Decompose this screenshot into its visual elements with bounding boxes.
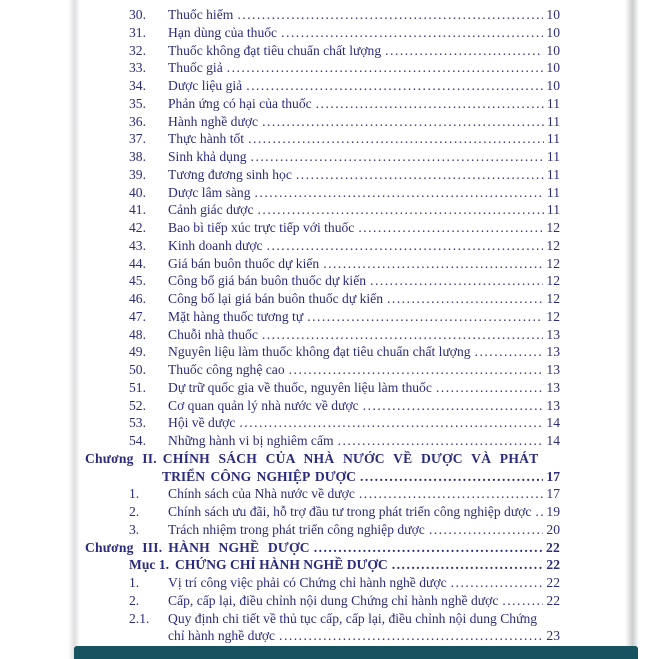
toc-row xyxy=(85,166,560,184)
dot-leader xyxy=(239,414,543,432)
toc-row xyxy=(85,113,560,131)
toc-entry-number: 46. xyxy=(129,291,146,306)
toc-row xyxy=(85,148,560,166)
toc-entry-number: 3. xyxy=(129,521,140,537)
toc-entry-number: 50. xyxy=(129,362,146,377)
toc-entry-title: Hạn dùng của thuốc xyxy=(168,24,278,40)
toc-entry-number: 53. xyxy=(129,415,146,431)
toc-row xyxy=(85,201,560,219)
toc-entry-title: Bao bì tiếp xúc trực tiếp với thuốc xyxy=(168,220,355,235)
dot-leader xyxy=(451,574,544,592)
dot-leader xyxy=(251,148,544,166)
toc-page-number: 12 xyxy=(546,273,560,289)
toc-row xyxy=(85,610,560,628)
toc-entry-title: Kinh doanh dược xyxy=(168,237,263,253)
toc-entry-title: Chính sách ưu đãi, hỗ trợ đầu tư trong phát triển công nghiệp dược xyxy=(168,504,532,519)
toc-row xyxy=(85,95,560,113)
dot-leader xyxy=(338,432,544,450)
dot-leader xyxy=(502,592,543,610)
dot-leader xyxy=(307,308,543,326)
toc-page-number: 13 xyxy=(546,326,560,342)
toc-row xyxy=(85,485,560,503)
toc-entry-title: Thuốc công nghệ cao xyxy=(168,362,285,377)
toc-page-number: 13 xyxy=(546,397,560,413)
toc-entry-number: 44. xyxy=(129,255,146,271)
toc-entry-number: Chương II. xyxy=(85,450,157,466)
toc-entry-title: Thuốc không đạt tiêu chuẩn chất lượng xyxy=(168,42,382,58)
toc-entry-number: 45. xyxy=(129,273,146,289)
toc-entry-title: Công bố lại giá bán buôn thuốc dự kiến xyxy=(168,291,384,306)
toc-row xyxy=(85,432,560,450)
toc-page-number: 13 xyxy=(546,379,560,395)
dot-leader xyxy=(359,485,544,503)
toc-page-number: 11 xyxy=(546,95,560,111)
toc-row xyxy=(85,574,560,592)
dot-leader xyxy=(227,59,544,77)
toc-row xyxy=(85,361,560,379)
dot-leader xyxy=(255,184,544,202)
toc-entry-number: Chương III. xyxy=(85,539,163,555)
toc-row xyxy=(85,308,560,326)
toc-page-number: 11 xyxy=(546,113,560,129)
toc-entry-number: 40. xyxy=(129,184,146,200)
toc-entry-title: Công bố giá bán buôn thuốc dự kiến xyxy=(168,273,367,289)
toc-page-number: 22 xyxy=(546,557,560,573)
toc-page-number: 19 xyxy=(546,504,561,519)
toc-entry-number: 2.1. xyxy=(129,610,150,626)
dot-leader xyxy=(385,42,543,60)
toc-row xyxy=(85,59,560,77)
toc-entry-title: Mặt hàng thuốc tương tự xyxy=(168,308,304,324)
toc-row xyxy=(85,255,560,273)
toc-row xyxy=(85,468,560,486)
page-edge-left xyxy=(68,0,80,659)
toc-page-number: 17 xyxy=(546,468,560,484)
toc-row xyxy=(85,521,560,539)
toc-entry-number: 2. xyxy=(129,504,140,519)
toc-entry-title: Cảnh giác dược xyxy=(168,202,254,218)
toc-page-number: 14 xyxy=(546,433,560,448)
dot-leader xyxy=(246,77,543,95)
dot-leader xyxy=(323,255,543,273)
toc-row xyxy=(85,290,560,308)
toc-row xyxy=(85,627,560,645)
toc-page-number: 22 xyxy=(546,592,560,608)
toc-entry-number: 30. xyxy=(129,7,146,22)
toc-page-number: 22 xyxy=(546,575,560,590)
dot-leader xyxy=(370,272,543,290)
toc-entry-number: 41. xyxy=(129,202,146,218)
toc-row xyxy=(85,503,560,521)
toc-page-number: 20 xyxy=(546,521,560,537)
toc-entry-number: Mục 1. xyxy=(129,557,170,573)
toc-page-number: 12 xyxy=(546,255,560,271)
toc-row xyxy=(85,592,560,610)
toc-entry-number: 1. xyxy=(129,486,140,502)
toc-row xyxy=(85,184,560,202)
toc-entry-title: Tương đương sinh học xyxy=(168,166,292,182)
toc-entry-number: 52. xyxy=(129,397,146,413)
toc-page-number: 14 xyxy=(546,415,560,431)
toc-entry-title: Dự trữ quốc gia về thuốc, nguyên liệu làm thuốc xyxy=(168,379,432,395)
toc-entry-number: 2. xyxy=(129,592,140,608)
toc-entry-title: chỉ hành nghề dược xyxy=(168,628,276,644)
toc-entry-title: TRIỂN CÔNG NGHIỆP DƯỢC xyxy=(162,468,356,484)
toc-entry-number: 51. xyxy=(129,379,146,395)
toc-entry-title: Hành nghề dược xyxy=(168,113,259,129)
toc-page-number: 22 xyxy=(546,539,560,555)
toc-page-number: 10 xyxy=(546,24,560,40)
toc-row xyxy=(85,397,560,415)
dot-leader xyxy=(363,397,544,415)
toc-row xyxy=(85,24,560,42)
toc-page-number: 23 xyxy=(546,628,560,644)
toc-entry-title: HÀNH NGHỀ DƯỢC xyxy=(168,539,310,555)
toc-row xyxy=(85,326,560,344)
toc-entry-number: 43. xyxy=(129,237,146,253)
toc-page-number: 12 xyxy=(546,237,560,253)
toc-entry-number: 39. xyxy=(129,166,146,182)
toc-entry-title: Giá bán buôn thuốc dự kiến xyxy=(168,255,320,271)
toc-entry-title: Dược lâm sàng xyxy=(168,184,251,200)
toc-entry-number: 36. xyxy=(129,113,146,129)
toc-row xyxy=(85,272,560,290)
dot-leader xyxy=(358,219,543,237)
toc-entry-title: Thuốc giả xyxy=(168,60,223,76)
dot-leader xyxy=(289,361,544,379)
toc-entry-number: 37. xyxy=(129,131,146,147)
toc-page-number: 11 xyxy=(546,131,560,147)
toc-row xyxy=(85,379,560,397)
toc-row xyxy=(85,237,560,255)
dot-leader xyxy=(429,521,544,539)
page-edge-right xyxy=(625,0,639,659)
toc-entry-title: Thực hành tốt xyxy=(168,131,245,147)
toc-entry-title: Hội về dược xyxy=(168,415,236,431)
toc-entry-title: Chính sách của Nhà nước về dược xyxy=(168,486,355,502)
toc-page-number: 12 xyxy=(546,308,560,324)
toc-page-number: 10 xyxy=(546,7,560,22)
toc-page-number: 10 xyxy=(546,42,560,58)
dot-leader xyxy=(436,379,544,397)
toc-entry-number: 32. xyxy=(129,42,146,58)
toc-page-number: 11 xyxy=(546,166,560,182)
dot-leader xyxy=(279,627,543,645)
dot-leader xyxy=(267,237,544,255)
toc-row xyxy=(85,343,560,361)
toc-row xyxy=(85,450,560,468)
toc-entry-title: Những hành vi bị nghiêm cấm xyxy=(168,433,334,448)
toc-row xyxy=(85,77,560,95)
toc-entry-title: Thuốc hiếm xyxy=(168,7,234,22)
toc-entry-number: 42. xyxy=(129,220,146,235)
toc-entry-title: Sinh khả dụng xyxy=(168,149,247,164)
toc-page-number: 12 xyxy=(546,220,560,235)
toc-page-number: 11 xyxy=(546,184,560,200)
toc-entry-number: 49. xyxy=(129,344,146,360)
dot-leader xyxy=(262,113,544,131)
dot-leader xyxy=(475,343,544,361)
toc-page-number: 17 xyxy=(546,486,560,502)
toc-entry-title: CHỨNG CHỈ HÀNH NGHỀ DƯỢC xyxy=(175,557,388,573)
toc-entry-number: 34. xyxy=(129,78,146,93)
toc-entry-number: 33. xyxy=(129,60,146,76)
toc-entry-title: Cấp, cấp lại, điều chỉnh nội dung Chứng chỉ hành nghề dược xyxy=(168,592,499,608)
dot-leader xyxy=(387,290,543,308)
dot-leader xyxy=(316,95,544,113)
toc-row xyxy=(85,556,560,574)
toc-entry-number: 35. xyxy=(129,95,146,111)
bottom-cover-bar xyxy=(74,646,638,659)
toc-page-number: 11 xyxy=(546,202,560,218)
dot-leader xyxy=(248,130,544,148)
toc-entry-title: Cơ quan quản lý nhà nước về dược xyxy=(168,397,359,413)
toc-page-number: 13 xyxy=(546,344,560,360)
dot-leader xyxy=(392,556,544,574)
toc-entry-title: Dược liệu giả xyxy=(168,78,243,93)
toc-entry-number: 54. xyxy=(129,433,146,448)
toc-entry-title: Chuỗi nhà thuốc xyxy=(168,326,258,342)
toc-row xyxy=(85,539,560,557)
dot-leader xyxy=(258,201,544,219)
toc-row xyxy=(85,219,560,237)
toc-page-number: 11 xyxy=(546,149,560,164)
toc-entry-title: Trách nhiệm trong phát triển công nghiệp dược xyxy=(168,521,425,537)
toc-row xyxy=(85,130,560,148)
toc-entry-title: Quy định chi tiết về thủ tục cấp, cấp lại, điều chỉnh nội dung Chứng xyxy=(168,610,538,626)
toc-entry-title: CHÍNH SÁCH CỦA NHÀ NƯỚC VỀ DƯỢC VÀ PHÁT xyxy=(162,450,539,466)
dot-leader xyxy=(237,6,543,24)
toc-entry-title: Vị trí công việc phải có Chứng chỉ hành nghề dược xyxy=(168,575,447,590)
dot-leader xyxy=(262,326,544,344)
toc-entry-number: 31. xyxy=(129,24,146,40)
toc-entry-title: Nguyên liệu làm thuốc không đạt tiêu chuẩn chất lượng xyxy=(168,344,471,360)
dot-leader xyxy=(281,24,543,42)
dot-leader xyxy=(314,539,543,557)
toc-row xyxy=(85,42,560,60)
dot-leader xyxy=(535,503,543,521)
toc-entry-number: 38. xyxy=(129,149,146,164)
toc-entry-number: 47. xyxy=(129,308,146,324)
toc-row xyxy=(85,6,560,24)
toc-page-number: 10 xyxy=(546,78,560,93)
toc-page-number: 13 xyxy=(546,362,560,377)
dot-leader xyxy=(296,166,544,184)
toc-entry-title: Phản ứng có hại của thuốc xyxy=(168,95,312,111)
table-of-contents xyxy=(85,6,560,645)
dot-leader xyxy=(360,468,543,486)
toc-row xyxy=(85,414,560,432)
toc-page-number: 10 xyxy=(546,60,560,76)
toc-entry-number: 1. xyxy=(129,575,140,590)
toc-page-number: 12 xyxy=(546,291,560,306)
toc-entry-number: 48. xyxy=(129,326,146,342)
